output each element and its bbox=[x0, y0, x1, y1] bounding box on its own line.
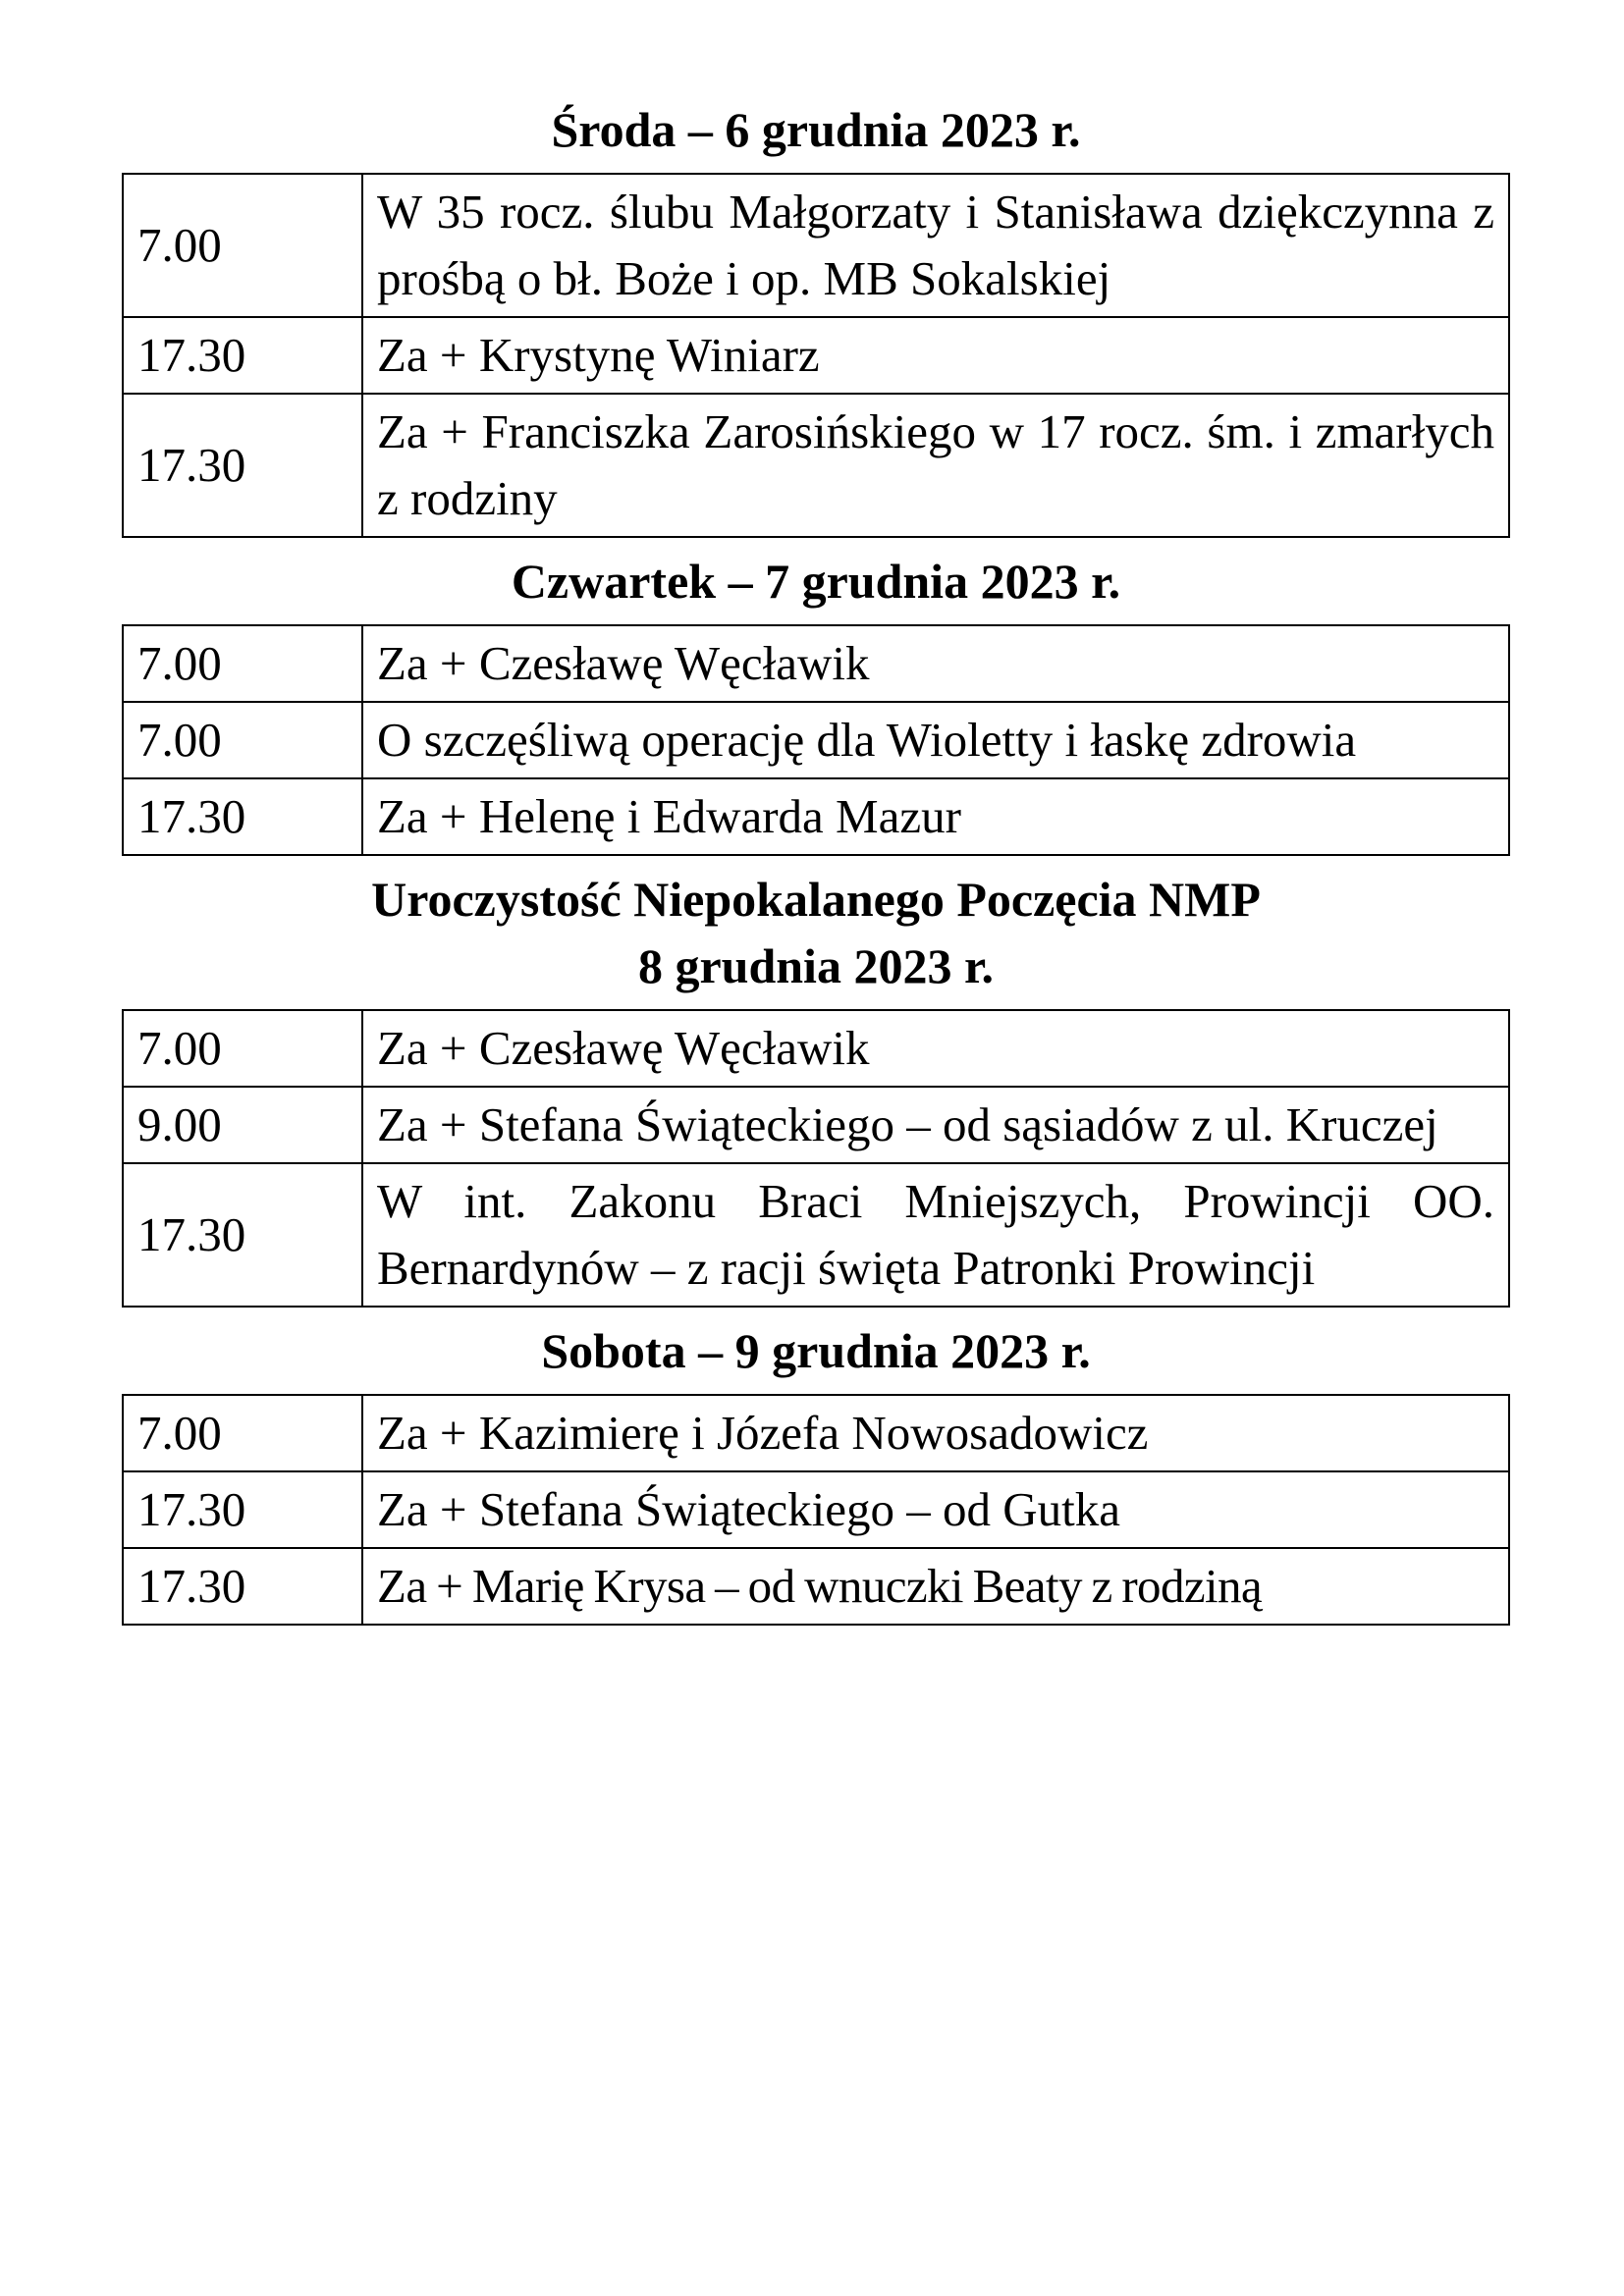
mass-time: 9.00 bbox=[123, 1087, 362, 1163]
mass-intention: Za + Franciszka Zarosińskiego w 17 rocz. śm. i zmarłych z rodziny bbox=[362, 394, 1509, 537]
table-row bbox=[123, 317, 1509, 394]
mass-table bbox=[122, 173, 1510, 538]
day-heading: Czwartek – 7 grudnia 2023 r. bbox=[511, 554, 1121, 609]
table-row bbox=[123, 394, 1509, 537]
mass-time: 17.30 bbox=[123, 1471, 362, 1548]
mass-time: 17.30 bbox=[123, 394, 362, 537]
mass-intention: Za + Helenę i Edwarda Mazur bbox=[362, 778, 1509, 855]
mass-time: 17.30 bbox=[123, 317, 362, 394]
mass-intention: W 35 rocz. ślubu Małgorzaty i Stanisława dziękczynna z prośbą o bł. Boże i op. MB Sokalskiej bbox=[362, 174, 1509, 317]
mass-intention: W int. Zakonu Braci Mniejszych, Prowincji OO. Bernardynów – z racji święta Patronki Prowincji bbox=[362, 1163, 1509, 1307]
mass-time: 7.00 bbox=[123, 625, 362, 702]
table-row bbox=[123, 778, 1509, 855]
mass-intention: Za + Czesławę Węcławik bbox=[362, 1010, 1509, 1087]
mass-time: 17.30 bbox=[123, 1548, 362, 1625]
mass-table bbox=[122, 1009, 1510, 1308]
table-row bbox=[123, 1163, 1509, 1307]
mass-time: 7.00 bbox=[123, 174, 362, 317]
table-row bbox=[123, 702, 1509, 778]
table-row bbox=[123, 1395, 1509, 1471]
mass-intention: O szczęśliwą operację dla Wioletty i łaskę zdrowia bbox=[362, 702, 1509, 778]
mass-intention: Za + Stefana Świąteckiego – od Gutka bbox=[362, 1471, 1509, 1548]
mass-table bbox=[122, 624, 1510, 856]
mass-intention: Za + Czesławę Węcławik bbox=[362, 625, 1509, 702]
day-heading: Środa – 6 grudnia 2023 r. bbox=[551, 102, 1081, 157]
mass-time: 7.00 bbox=[123, 702, 362, 778]
mass-time: 7.00 bbox=[123, 1010, 362, 1087]
mass-time: 7.00 bbox=[123, 1395, 362, 1471]
mass-time: 17.30 bbox=[123, 778, 362, 855]
mass-intention: Za + Krystynę Winiarz bbox=[362, 317, 1509, 394]
table-row bbox=[123, 1087, 1509, 1163]
table-row bbox=[123, 625, 1509, 702]
day-heading: Sobota – 9 grudnia 2023 r. bbox=[541, 1323, 1091, 1378]
table-row bbox=[123, 1548, 1509, 1625]
mass-intention: Za + Kazimierę i Józefa Nowosadowicz bbox=[362, 1395, 1509, 1471]
day-date-heading: 8 grudnia 2023 r. bbox=[637, 938, 995, 993]
schedule-page bbox=[122, 96, 1510, 1635]
table-row bbox=[123, 174, 1509, 317]
day-heading: Uroczystość Niepokalanego Poczęcia NMP bbox=[371, 872, 1261, 927]
mass-table bbox=[122, 1394, 1510, 1626]
mass-intention: Za + Marię Krysa – od wnuczki Beaty z rodziną bbox=[362, 1548, 1509, 1625]
mass-intention: Za + Stefana Świąteckiego – od sąsiadów z ul. Kruczej bbox=[362, 1087, 1509, 1163]
mass-time: 17.30 bbox=[123, 1163, 362, 1307]
table-row bbox=[123, 1010, 1509, 1087]
table-row bbox=[123, 1471, 1509, 1548]
